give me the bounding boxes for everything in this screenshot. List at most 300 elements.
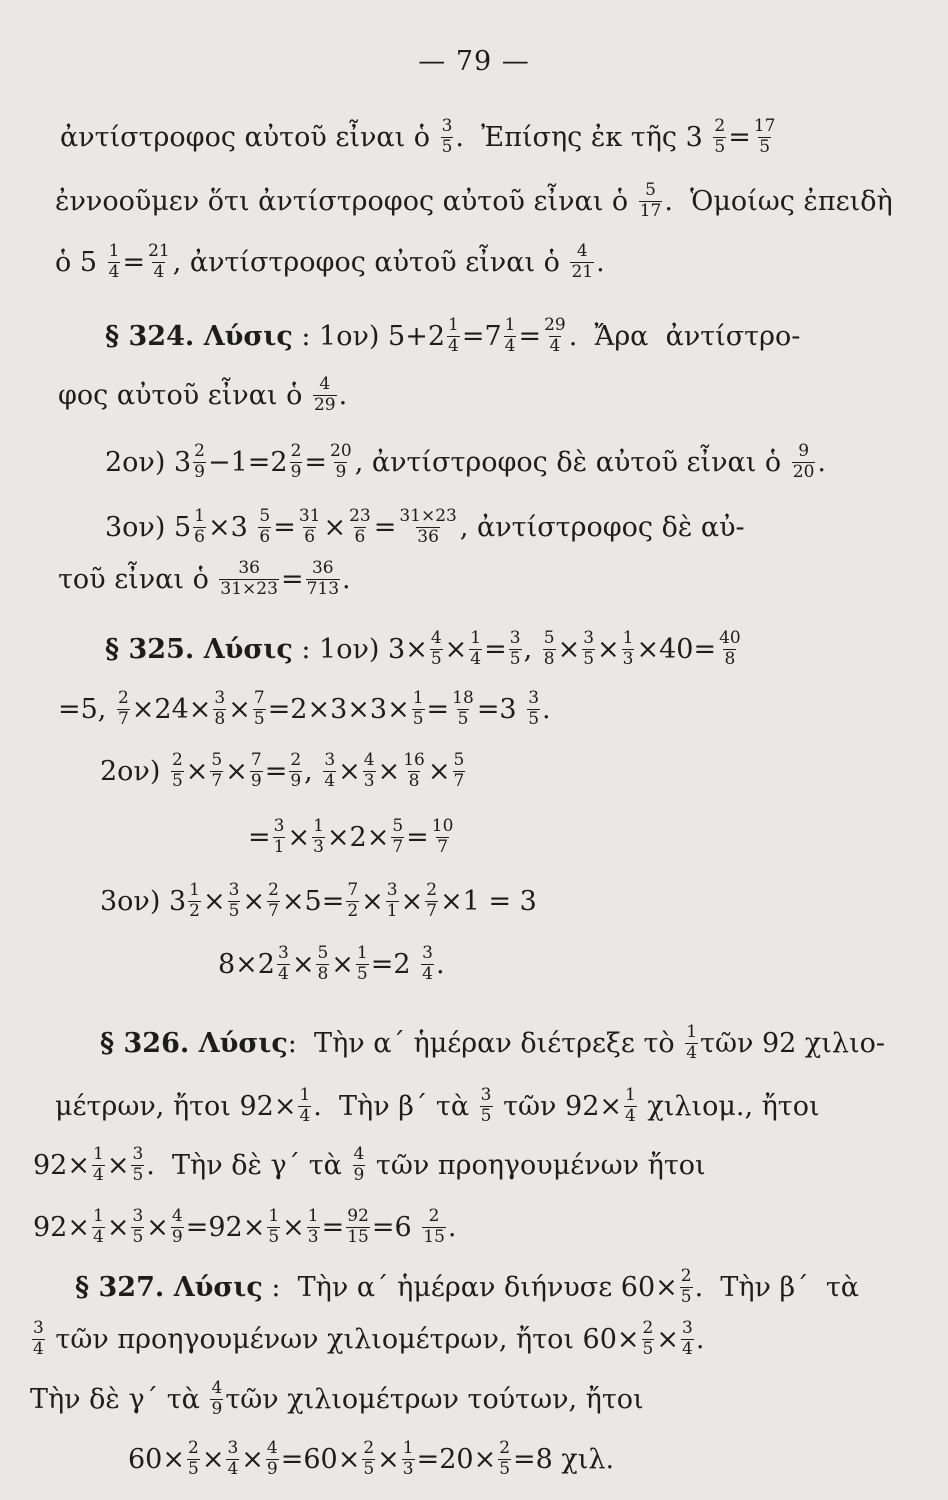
fraction [430,630,443,669]
fraction-numerator: 3 [682,1318,693,1338]
fraction [398,508,458,547]
fraction-denominator: 8 [214,708,226,729]
fraction-numerator: 4 [430,628,442,648]
fraction [108,243,121,282]
fraction-numerator: 92 [347,1206,369,1226]
fraction-numerator: 2 [499,1438,511,1458]
fraction [792,443,816,482]
text-line [55,243,605,282]
fraction [250,752,263,791]
line-text: × [597,633,620,665]
fraction [267,882,280,921]
fraction [681,1320,694,1359]
line-text: . Τὴν δὲ γ΄ τὰ [146,1149,351,1181]
fraction [312,818,325,857]
fraction-denominator: 5 [714,136,726,157]
fraction-numerator: 2 [117,688,129,708]
line-text: = [406,821,429,853]
fraction-denominator: 5 [363,1458,375,1479]
text-line [55,182,893,221]
fraction-denominator: 1 [386,900,398,921]
line-text: = [484,633,507,665]
fraction-denominator: 4 [549,335,561,356]
fraction [32,1320,45,1359]
line-text: = [373,511,397,543]
fraction [685,1024,698,1063]
fraction [642,1320,655,1359]
fraction [504,317,517,356]
text-line [30,1320,704,1359]
fraction-numerator: 40 [719,628,741,648]
fraction [290,443,303,482]
fraction-denominator: 4 [92,1226,104,1247]
fraction-denominator: 29 [313,394,336,415]
fraction-denominator: 7 [453,770,465,791]
section-heading-text: § 324. [105,320,204,352]
text-line [33,1208,457,1247]
fraction-denominator: 5 [228,900,240,921]
line-text: τῶν 92 χιλιο- [700,1027,885,1059]
fraction-numerator: 4 [171,1206,183,1226]
line-text: × [444,633,468,665]
line-text: 2ον) 3 [105,446,192,478]
line-text: τῶν προηγουμένων χιλιομέτρων, ἤτοι 60× [46,1323,640,1355]
fraction [329,443,353,482]
line-text: ἐννοοῦμεν ὅτι ἀντίστροφος αὐτοῦ εἶναι ὁ [55,185,637,217]
fraction [622,630,635,669]
fraction [307,1208,320,1247]
fraction-denominator: 21 [571,261,594,282]
fraction-numerator: 1 [92,1206,104,1226]
fraction-numerator: 1 [470,628,482,648]
line-text: × [427,755,451,787]
line-text: . [342,563,351,595]
line-text: . [695,1323,705,1355]
fraction-numerator: 23 [349,506,371,526]
line-text: × [202,885,226,917]
line-text: . Ἄρα ἀντίστρο- [568,320,801,352]
fraction-numerator: 5 [259,506,271,526]
fraction-denominator: 3 [363,770,375,791]
fraction [718,630,742,669]
text-line [30,1380,644,1419]
fraction-denominator: 8 [408,770,420,791]
line-text: : 1ον) 3× [292,633,428,665]
fraction [316,945,329,984]
fraction-denominator: 4 [470,648,482,669]
text-line [55,1087,820,1126]
fraction-denominator: 5 [412,708,424,729]
fraction-numerator: 21 [148,241,170,261]
text-line [105,508,745,547]
fraction [298,508,322,547]
fraction-numerator: 1 [412,688,424,708]
fraction-numerator: 5 [211,750,223,770]
text-line [58,690,551,729]
fraction-numerator: 2 [268,880,279,900]
fraction [92,1208,105,1247]
fraction-denominator: 9 [211,1398,223,1419]
line-text: =2×3×3× [267,693,410,725]
section-heading-text: Λύσις [203,633,293,665]
fraction-denominator: 15 [347,1226,369,1247]
fraction-numerator: 20 [330,441,352,461]
line-text: =7 [461,320,502,352]
line-text: : Τὴν α΄ ἡμέραν διέτρεξε τὸ [287,1027,684,1059]
fraction-denominator: 4 [227,1458,239,1479]
fraction-denominator: 4 [422,963,433,984]
fraction [306,560,340,599]
fraction-numerator: 7 [250,750,262,770]
line-text: χιλιομ., ἤτοι [638,1090,820,1122]
section-heading-text: Λύσις [203,320,293,352]
fraction-numerator: 1 [189,880,200,900]
fraction-denominator: 4 [153,261,165,282]
fraction [509,630,522,669]
fraction-numerator: 4 [353,1144,365,1164]
fraction-denominator: 5 [583,648,595,669]
fraction-denominator: 2 [189,900,200,921]
fraction-denominator: 4 [686,1042,698,1063]
line-text: = [273,511,296,543]
line-text: τῶν χιλιομέτρων τούτων, ἤτοι [225,1383,644,1415]
fraction-denominator: 5 [430,648,442,669]
line-text: . Ὁμοίως ἐπειδὴ [664,185,893,217]
fraction-denominator: 1 [273,836,285,857]
fraction-numerator: 17 [753,116,776,136]
fraction-numerator: 3 [132,1206,144,1226]
line-text: 60× [128,1443,185,1475]
fraction-numerator: 4 [363,750,375,770]
fraction [267,1208,280,1247]
fraction-numerator: 1 [448,315,459,335]
fraction-denominator: 9 [250,770,262,791]
line-text: =60× [280,1443,361,1475]
fraction-numerator: 4 [211,1378,223,1398]
fraction-numerator: 3 [441,116,453,136]
fraction-numerator: 3 [480,1085,492,1105]
fraction-denominator: 9 [335,461,347,482]
fraction-denominator: 4 [504,335,516,356]
line-text: =3 [476,693,526,725]
fraction-numerator: 3 [273,816,285,836]
fraction-denominator: 5 [480,1105,492,1126]
fraction-denominator: 5 [509,648,521,669]
fraction-denominator: 3 [313,836,324,857]
fraction [210,752,223,791]
text-line [58,560,351,599]
page-number: — 79 — [418,46,530,77]
fraction-numerator: 3 [214,688,226,708]
fraction-denominator: 9 [290,461,302,482]
line-text: , ἀντίστροφος δὲ αὐ- [459,511,745,543]
fraction [356,945,369,984]
text-line [58,376,347,415]
fraction [346,882,359,921]
fraction-numerator: 2 [187,1438,199,1458]
fraction [210,1380,223,1419]
fraction-numerator: 3 [583,628,595,648]
line-text: 3ον) 5 [105,511,192,543]
line-text: ×2× [326,821,390,853]
fraction-numerator: 4 [319,374,331,394]
fraction-denominator: 15 [423,1226,445,1247]
fraction-denominator: 4 [324,770,336,791]
line-text: × [106,1211,130,1243]
fraction [187,1440,200,1479]
line-text: = [264,755,288,787]
line-text: , [304,755,322,787]
fraction-numerator: 2 [290,441,302,461]
fraction-numerator: 9 [798,441,810,461]
fraction-numerator: 2 [194,441,205,461]
fraction-numerator: 7 [253,688,265,708]
fraction-denominator: 6 [259,526,271,547]
fraction-denominator: 4 [33,1338,44,1359]
fraction-denominator: 2 [347,900,359,921]
fraction-numerator: 1 [299,1085,311,1105]
fraction [289,752,302,791]
fraction-numerator: 36 [238,558,260,578]
fraction-numerator: 29 [544,315,566,335]
line-text: =8 χιλ. [513,1443,615,1475]
fraction-numerator: 1 [356,943,368,963]
section-heading-text: Λύσις [173,1271,263,1303]
fraction [323,752,336,791]
fraction-numerator: 3 [132,1144,144,1164]
fraction [188,882,201,921]
line-text: × [282,1211,305,1243]
line-text: Τὴν δὲ γ΄ τὰ [30,1383,209,1415]
fraction-numerator: 5 [392,816,404,836]
fraction-numerator: 1 [268,1206,280,1226]
line-text: , ἀντίστροφος αὐτοῦ εἶναι ὁ [172,246,569,278]
fraction-denominator: 5 [187,1458,199,1479]
fraction [273,818,286,857]
line-text: × [287,821,311,853]
fraction-denominator: 5 [268,1226,280,1247]
fraction [228,882,241,921]
fraction-denominator: 5 [132,1164,144,1185]
fraction-denominator: 7 [426,900,438,921]
fraction [348,508,372,547]
fraction [219,560,279,599]
fraction-denominator: 5 [642,1338,654,1359]
fraction-numerator: 3 [33,1318,44,1338]
fraction [171,752,184,791]
line-text: φος αὐτοῦ εἶναι ὁ [58,379,311,411]
fraction-numerator: 3 [277,943,289,963]
fraction [402,752,426,791]
fraction [353,1146,366,1185]
fraction [226,1440,239,1479]
fraction [527,690,540,729]
fraction [313,376,337,415]
fraction [480,1087,493,1126]
text-line [100,1024,885,1063]
fraction [193,443,206,482]
fraction-denominator: 4 [92,1164,104,1185]
fraction-denominator: 6 [304,526,316,547]
line-text: 2ον) [100,755,169,787]
line-text: =5, [58,693,115,725]
line-text: =6 [371,1211,421,1243]
fraction [258,508,271,547]
fraction-denominator: 4 [625,1105,636,1126]
fraction [421,945,434,984]
fraction [412,690,425,729]
line-text: × [361,885,384,917]
text-line [75,1268,859,1307]
fraction-numerator: 2 [290,750,302,770]
line-text: 92× [33,1211,90,1243]
fraction-denominator: 9 [353,1164,365,1185]
fraction-numerator: 2 [680,1266,692,1286]
fraction-denominator: 713 [306,578,340,599]
line-text: ἀντίστροφος αὐτοῦ εἶναι ὁ [60,121,439,153]
fraction [147,243,171,282]
line-text: : Τὴν α΄ ἡμέραν διήνυσε 60× [262,1271,678,1303]
line-text: × [242,885,266,917]
fraction-numerator: 2 [171,750,183,770]
fraction-denominator: 36 [417,526,439,547]
line-text: × [377,755,401,787]
line-text: μέτρων, ἤτοι 92× [55,1090,297,1122]
text-line [105,317,800,356]
text-line [105,630,744,669]
fraction-denominator: 9 [290,770,302,791]
fraction [92,1146,105,1185]
fraction-numerator: 5 [453,750,465,770]
line-text: × [331,948,354,980]
fraction [402,1440,415,1479]
fraction-numerator: 16 [403,750,425,770]
fraction-denominator: 5 [356,963,368,984]
fraction-denominator: 9 [194,461,205,482]
fraction-numerator: 18 [452,688,474,708]
fraction-denominator: 6 [354,526,366,547]
fraction-numerator: 2 [642,1318,654,1338]
fraction-denominator: 9 [266,1458,278,1479]
section-heading-text: § 325. [105,633,204,665]
text-line [128,1440,614,1479]
line-text: . [338,379,348,411]
fraction-numerator: 1 [625,1085,636,1105]
fraction [498,1440,511,1479]
fraction [171,1208,184,1247]
fraction [447,317,460,356]
line-text: . [542,693,551,725]
line-text: × [557,633,581,665]
fraction [117,690,130,729]
line-text: × [185,755,209,787]
fraction-numerator: 3 [422,943,433,963]
fraction-numerator: 2 [428,1206,440,1226]
fraction-numerator: 31×23 [399,506,457,526]
fraction-denominator: 7 [437,836,449,857]
fraction-denominator: 20 [792,461,815,482]
fraction [131,1208,144,1247]
section-heading-text: § 327. [75,1271,174,1303]
fraction-denominator: 5 [457,708,469,729]
fraction [453,752,466,791]
text-line [100,882,537,921]
fraction-numerator: 1 [92,1144,104,1164]
fraction-denominator: 8 [317,963,329,984]
fraction-numerator: 1 [402,1438,414,1458]
line-text: × [377,1443,400,1475]
line-text: τοῦ εἶναι ὁ [58,563,218,595]
fraction-numerator: 2 [426,880,438,900]
line-text: 8×2 [218,948,275,980]
fraction [713,118,726,157]
fraction-denominator: 5 [680,1286,692,1307]
section-heading-text: Λύσις [198,1027,288,1059]
line-text: = [426,693,450,725]
fraction-numerator: 3 [227,1438,239,1458]
line-text: . [435,948,445,980]
fraction-numerator: 5 [645,180,656,200]
line-text: ×3 [207,511,257,543]
line-text: . Τὴν β΄ τὰ [313,1090,478,1122]
fraction-denominator: 8 [543,648,555,669]
fraction-denominator: 4 [448,335,459,356]
line-text: = [321,1211,345,1243]
fraction [451,690,475,729]
fraction-numerator: 4 [266,1438,278,1458]
line-text: ×24× [131,693,212,725]
line-text: × [291,948,315,980]
fraction [131,1146,144,1185]
line-text: −1=2 [207,446,288,478]
line-text: = [518,320,542,352]
fraction-denominator: 4 [299,1105,311,1126]
fraction [680,1268,693,1307]
line-text: × [146,1211,169,1243]
line-text: × [106,1149,130,1181]
line-text: : 1ον) 5+2 [292,320,446,352]
fraction [582,630,595,669]
fraction-denominator: 7 [268,900,279,921]
fraction [346,1208,370,1247]
fraction [363,752,376,791]
fraction-denominator: 3 [622,648,634,669]
fraction [193,508,206,547]
fraction [422,1208,446,1247]
fraction-numerator: 1 [307,1206,319,1226]
line-text: . Τὴν β΄ τὰ [694,1271,859,1303]
fraction-denominator: 4 [108,261,120,282]
line-text: τῶν 92× [494,1090,623,1122]
fraction-denominator: 6 [194,526,205,547]
fraction-denominator: 5 [171,770,183,791]
fraction-denominator: 5 [528,708,540,729]
line-text: ὁ 5 [55,246,106,278]
fraction-denominator: 7 [117,708,129,729]
fraction [425,882,438,921]
fraction-numerator: 7 [347,880,359,900]
line-text: × [656,1323,679,1355]
fraction-numerator: 1 [504,315,516,335]
text-line [100,752,467,791]
fraction-numerator: 2 [363,1438,375,1458]
line-text: =92× [185,1211,266,1243]
line-text: =2 [370,948,420,980]
fraction-denominator: 5 [441,136,453,157]
fraction-numerator: 3 [386,880,398,900]
fraction [753,118,777,157]
text-line [218,945,445,984]
